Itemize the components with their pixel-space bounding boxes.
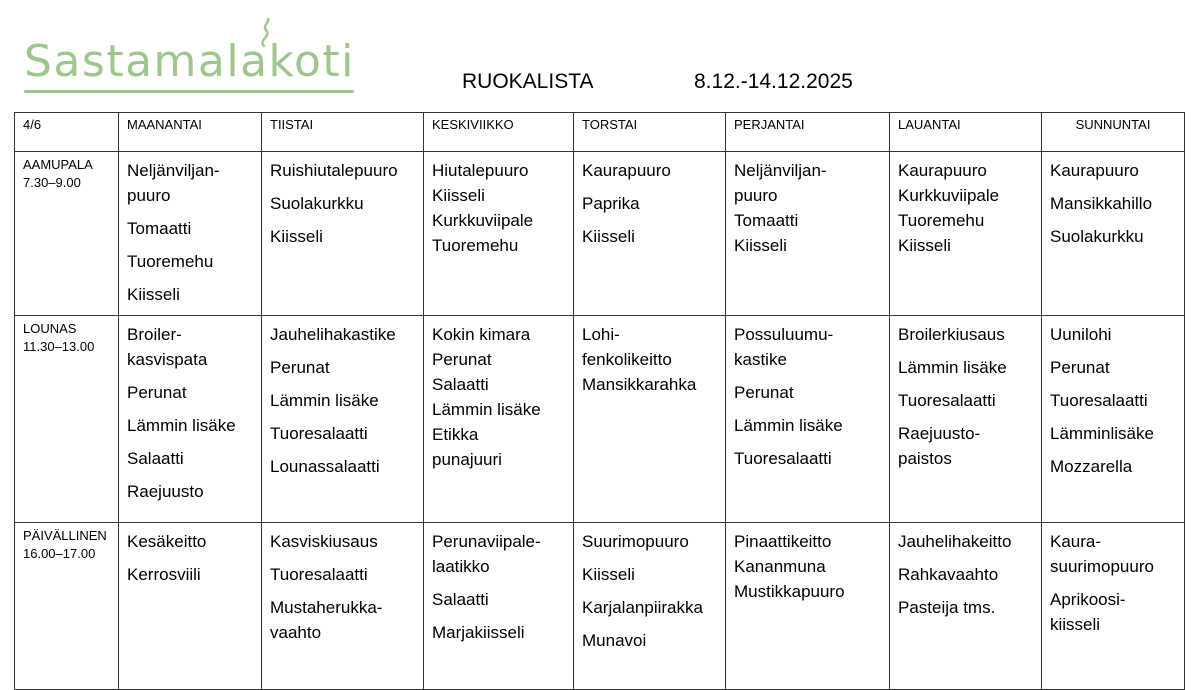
day-header: TIISTAI (262, 113, 424, 152)
menu-cell (119, 152, 262, 316)
menu-item: Mustikkapuuro (734, 582, 845, 601)
menu-item: Kurkkuviipale (432, 211, 534, 230)
menu-cell (262, 152, 424, 316)
day-header: SUNNUNTAI (1042, 113, 1185, 152)
menu-cell (1042, 523, 1185, 690)
meal-row-aamupala (15, 152, 1185, 316)
menu-item: punajuuri (432, 450, 502, 469)
menu-cell (424, 152, 574, 316)
menu-item: Suurimopuuro (582, 532, 689, 551)
menu-item: Tuoremehu (432, 236, 519, 255)
menu-item-list (1042, 152, 1184, 249)
menu-item: Kurkkuviipale (898, 186, 1000, 205)
logo-underline (24, 90, 354, 93)
menu-item-list (262, 523, 423, 645)
menu-item: Hiutalepuuro (432, 161, 529, 180)
menu-cell (574, 316, 726, 523)
menu-item: Jauhelihakastike (270, 325, 396, 344)
menu-item-list (119, 523, 261, 587)
menu-item-list (1042, 523, 1184, 637)
menu-item: Broilerkiusaus (898, 325, 1005, 344)
menu-item-list (262, 152, 423, 249)
menu-item: Tuoremehu (127, 252, 214, 271)
menu-item: Kiisseli (432, 186, 485, 205)
menu-item: Ruishiutalepuuro (270, 161, 398, 180)
menu-item: Kiisseli (734, 236, 787, 255)
page-title: RUOKALISTA (462, 70, 594, 93)
menu-item: paistos (898, 449, 952, 468)
menu-item-list (424, 316, 573, 472)
menu-cell (262, 523, 424, 690)
menu-item: Lounassalaatti (270, 457, 380, 476)
menu-item: puuro (734, 186, 778, 205)
menu-item: Mustaherukka- (270, 598, 383, 617)
sastamalakoti-logo (24, 18, 364, 98)
menu-cell (890, 316, 1042, 523)
menu-item: kasvispata (127, 350, 208, 369)
menu-cell (726, 523, 890, 690)
day-header: LAUANTAI (890, 113, 1042, 152)
menu-item: Perunat (270, 358, 330, 377)
day-header: KESKIVIIKKO (424, 113, 574, 152)
menu-item: Neljänviljan- (127, 161, 220, 180)
meal-label (15, 523, 119, 690)
menu-cell (726, 152, 890, 316)
menu-item-list (119, 152, 261, 307)
menu-cell (1042, 152, 1185, 316)
menu-item: Tuoresalaatti (734, 449, 832, 468)
menu-item: Kasviskiusaus (270, 532, 378, 551)
menu-item: Tuoresalaatti (270, 424, 368, 443)
menu-item: Lämmin lisäke (734, 416, 843, 435)
menu-item: Neljänviljan- (734, 161, 827, 180)
meal-time: 16.00–17.00 (23, 546, 96, 561)
menu-cell (262, 316, 424, 523)
menu-item: Lämmin lisäke (127, 416, 236, 435)
menu-cell (890, 152, 1042, 316)
menu-item: Kaurapuuro (1050, 161, 1139, 180)
menu-item: Kiisseli (127, 285, 180, 304)
menu-item: Kokin kimara (432, 325, 531, 344)
meal-label (15, 316, 119, 523)
menu-item-list (574, 152, 725, 249)
menu-cell (424, 316, 574, 523)
menu-item: Perunat (432, 350, 492, 369)
menu-item: Broiler- (127, 325, 182, 344)
menu-item: Karjalanpiirakka (582, 598, 703, 617)
menu-item: Aprikoosi- (1050, 590, 1126, 609)
meal-time: 7.30–9.00 (23, 175, 81, 190)
meal-time: 11.30–13.00 (23, 339, 95, 354)
date-range: 8.12.-14.12.2025 (694, 70, 853, 93)
menu-item: Kaura- (1050, 532, 1102, 551)
menu-item: Kaurapuuro (898, 161, 987, 180)
menu-item-list (574, 316, 725, 397)
meal-name: LOUNAS (23, 321, 77, 336)
day-header: TORSTAI (574, 113, 726, 152)
menu-item: Kesäkeitto (127, 532, 207, 551)
menu-cell (119, 316, 262, 523)
menu-item-list (890, 523, 1041, 620)
menu-item: Tuoresalaatti (898, 391, 996, 410)
menu-item-list (726, 152, 889, 258)
menu-cell (890, 523, 1042, 690)
menu-item-list (424, 523, 573, 645)
menu-item: Kaurapuuro (582, 161, 671, 180)
menu-item: Kerrosviili (127, 565, 201, 584)
meal-label (15, 152, 119, 316)
menu-item: Tuoresalaatti (270, 565, 368, 584)
menu-item: Mansikkahillo (1050, 194, 1153, 213)
menu-item: Raejuusto (127, 482, 204, 501)
menu-item: Pinaattikeitto (734, 532, 832, 551)
menu-item: Suolakurkku (270, 194, 364, 213)
menu-item: Mansikkarahka (582, 375, 697, 394)
menu-item: Tomaatti (734, 211, 799, 230)
day-header: MAANANTAI (119, 113, 262, 152)
menu-item: Lämmin lisäke (898, 358, 1007, 377)
menu-item: Lämmin lisäke (270, 391, 379, 410)
menu-item: Kiisseli (898, 236, 951, 255)
menu-item: Suolakurkku (1050, 227, 1144, 246)
menu-item: Salaatti (432, 590, 489, 609)
menu-item-list (262, 316, 423, 479)
menu-item-list (726, 523, 889, 604)
menu-item: Perunat (1050, 358, 1110, 377)
menu-cell (1042, 316, 1185, 523)
menu-item: Lohi- (582, 325, 620, 344)
menu-item: Salaatti (127, 449, 184, 468)
menu-item: Possuluumu- (734, 325, 834, 344)
menu-item: Uunilohi (1050, 325, 1112, 344)
menu-item: Etikka (432, 425, 479, 444)
day-header: PERJANTAI (726, 113, 890, 152)
menu-item: Perunaviipale- (432, 532, 541, 551)
menu-item-list (890, 316, 1041, 471)
meal-name: AAMUPALA (23, 157, 93, 172)
menu-item: Raejuusto- (898, 424, 981, 443)
menu-item: Tomaatti (127, 219, 192, 238)
menu-item: Munavoi (582, 631, 647, 650)
menu-item: Kiisseli (582, 227, 635, 246)
menu-item: suurimopuuro (1050, 557, 1154, 576)
menu-item: Marjakiisseli (432, 623, 525, 642)
menu-item: Kananmuna (734, 557, 826, 576)
menu-cell (574, 152, 726, 316)
menu-item: Pasteija tms. (898, 598, 996, 617)
menu-cell (424, 523, 574, 690)
menu-item: Kiisseli (582, 565, 635, 584)
header-row (15, 113, 1185, 152)
menu-item: laatikko (432, 557, 490, 576)
menu-item: Perunat (127, 383, 187, 402)
menu-item-list (726, 316, 889, 471)
menu-item: Rahkavaahto (898, 565, 999, 584)
menu-item: puuro (127, 186, 171, 205)
menu-item: Paprika (582, 194, 640, 213)
menu-item: fenkolikeitto (582, 350, 672, 369)
menu-item: Perunat (734, 383, 794, 402)
menu-cell (726, 316, 890, 523)
menu-item: kastike (734, 350, 787, 369)
menu-item: Mozzarella (1050, 457, 1133, 476)
menu-item-list (119, 316, 261, 504)
menu-item: Lämminlisäke (1050, 424, 1154, 443)
meal-row-lounas (15, 316, 1185, 523)
menu-cell (119, 523, 262, 690)
menu-item: Salaatti (432, 375, 489, 394)
menu-item: Kiisseli (270, 227, 323, 246)
menu-item: kiisseli (1050, 615, 1101, 634)
menu-item: Lämmin lisäke (432, 400, 541, 419)
menu-item: Tuoresalaatti (1050, 391, 1148, 410)
meal-row-paivallinen (15, 523, 1185, 690)
meal-name: PÄIVÄLLINEN (23, 528, 107, 543)
corner-label: 4/6 (15, 113, 119, 152)
menu-item-list (1042, 316, 1184, 479)
menu-item: Jauhelihakeitto (898, 532, 1012, 551)
menu-item: Tuoremehu (898, 211, 985, 230)
logo-text: Sastamalakoti (24, 36, 355, 87)
menu-item-list (574, 523, 725, 653)
menu-item-list (424, 152, 573, 258)
menu-table (14, 112, 1185, 690)
menu-item: vaahto (270, 623, 322, 642)
menu-cell (574, 523, 726, 690)
menu-item-list (890, 152, 1041, 258)
